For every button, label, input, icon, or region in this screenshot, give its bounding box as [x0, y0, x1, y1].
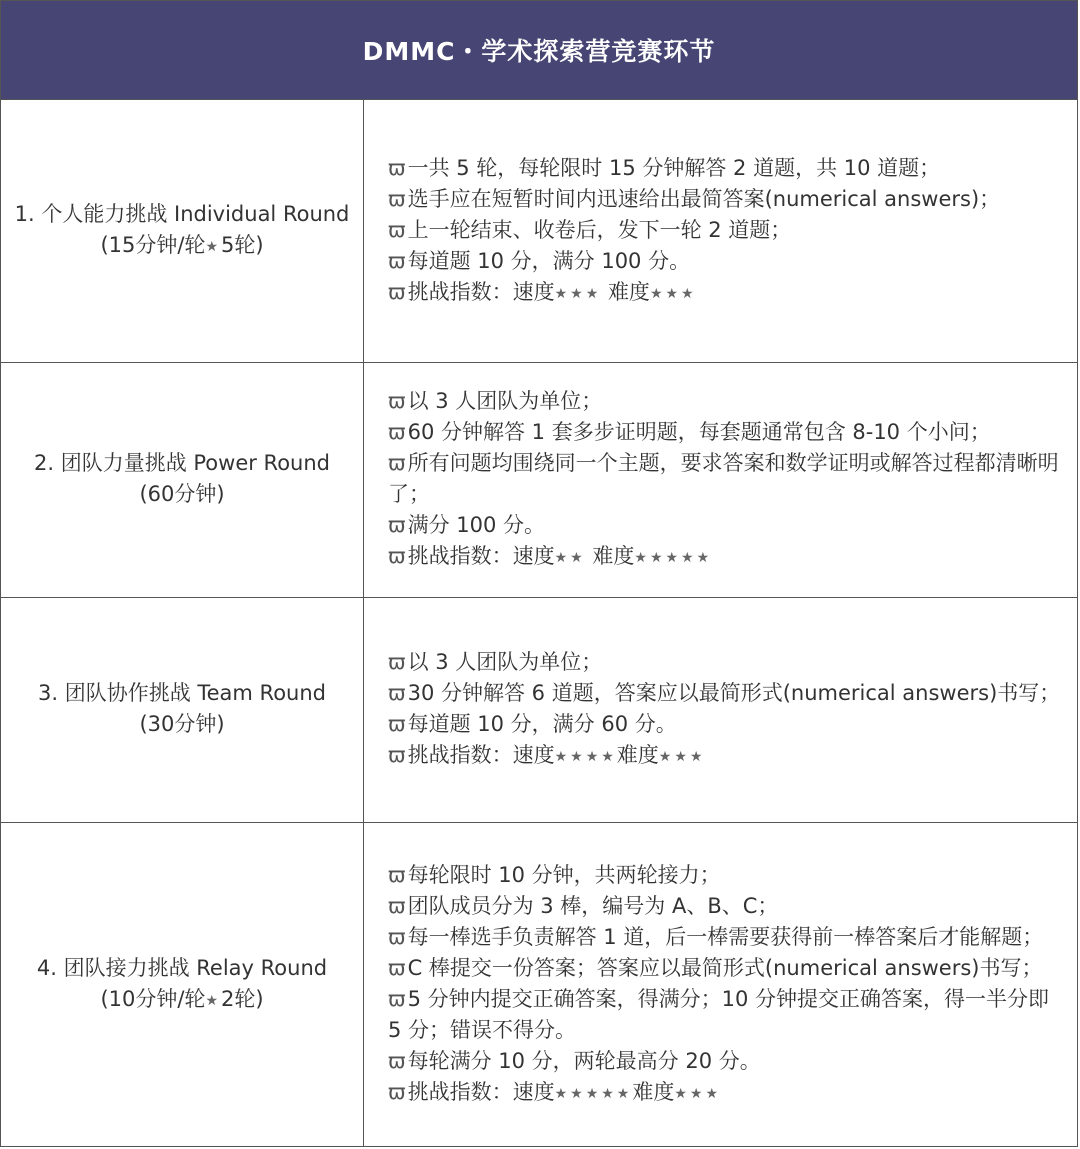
table-row	[1, 822, 1077, 1146]
bullet-icon: ϖ	[388, 712, 406, 736]
difficulty-stars: ★★★	[658, 749, 706, 765]
rule-line: ϖ每一棒选手负责解答 1 道，后一棒需要获得前一棒答案后才能解题；	[388, 924, 1044, 949]
bullet-icon: ϖ	[388, 420, 406, 444]
table-title: DMMC・学术探索营竞赛环节	[1, 1, 1077, 99]
rule-line: ϖ每道题 10 分，满分 100 分。	[388, 248, 691, 273]
rule-line: ϖ满分 100 分。	[388, 513, 546, 537]
rule-line: ϖ上一轮结束、收卷后，发下一轮 2 道题；	[388, 217, 792, 242]
bullet-icon: ϖ	[388, 513, 406, 537]
bullet-icon: ϖ	[388, 924, 406, 949]
bullet-icon: ϖ	[388, 217, 406, 242]
challenge-index: ϖ挑战指数：速度★★ 难度★★★★★	[388, 544, 713, 568]
bullet-icon: ϖ	[388, 650, 406, 674]
bullet-icon: ϖ	[388, 544, 406, 568]
bullet-icon: ϖ	[388, 279, 406, 304]
round-rules-cell	[364, 100, 1077, 362]
bullet-icon: ϖ	[388, 389, 406, 413]
round-name: 1. 个人能力挑战 Individual Round	[14, 202, 350, 226]
challenge-index: ϖ挑战指数：速度★★★★难度★★★	[388, 743, 706, 767]
rule-line: ϖC 棒提交一份答案；答案应以最简形式(numerical answers)书写；	[388, 955, 1043, 980]
round-name: 2. 团队力量挑战 Power Round	[34, 451, 330, 475]
bullet-icon: ϖ	[388, 681, 406, 705]
round-name-cell	[1, 363, 364, 597]
bullet-icon: ϖ	[388, 1048, 406, 1073]
round-duration: (30分钟)	[139, 712, 225, 736]
table-row	[1, 597, 1077, 822]
round-name-cell	[1, 598, 364, 822]
bullet-icon: ϖ	[388, 955, 406, 980]
bullet-icon: ϖ	[388, 248, 406, 273]
rule-line: ϖ30 分钟解答 6 道题，答案应以最简形式(numerical answers)书写；	[388, 681, 1061, 705]
rule-line: ϖ所有问题均围绕同一个主题，要求答案和数学证明或解答过程都清晰明了；	[388, 451, 1059, 506]
difficulty-stars: ★★★	[674, 1085, 722, 1102]
rule-line: ϖ选手应在短暂时间内迅速给出最简答案(numerical answers)；	[388, 186, 1001, 211]
rule-line: ϖ每道题 10 分，满分 60 分。	[388, 712, 677, 736]
bullet-icon: ϖ	[388, 986, 406, 1011]
bullet-icon: ϖ	[388, 862, 406, 887]
rule-line: ϖ以 3 人团队为单位；	[388, 650, 603, 674]
bullet-icon: ϖ	[388, 186, 406, 211]
challenge-index: ϖ挑战指数：速度★★★ 难度★★★	[388, 279, 697, 304]
rule-line: ϖ60 分钟解答 1 套多步证明题，每套题通常包含 8-10 个小问；	[388, 420, 991, 444]
speed-stars: ★★★★★	[554, 1085, 633, 1102]
star-icon: ★	[205, 992, 221, 1009]
round-name: 4. 团队接力挑战 Relay Round	[36, 955, 328, 980]
round-rules-cell	[364, 363, 1077, 597]
rule-line: ϖ5 分钟内提交正确答案，得满分；10 分钟提交正确答案，得一半分即 5 分；错误不得分。	[388, 986, 1050, 1042]
star-icon: ★	[205, 239, 221, 255]
speed-stars: ★★★	[554, 285, 602, 302]
round-rules-cell	[364, 598, 1077, 822]
round-name-cell	[1, 100, 364, 362]
challenge-index: ϖ挑战指数：速度★★★★★难度★★★	[388, 1079, 722, 1104]
table-row	[1, 99, 1077, 362]
bullet-icon: ϖ	[388, 893, 406, 918]
rule-line: ϖ以 3 人团队为单位；	[388, 389, 603, 413]
bullet-icon: ϖ	[388, 1079, 406, 1104]
round-duration: (60分钟)	[139, 482, 225, 506]
table-row	[1, 362, 1077, 597]
round-name: 3. 团队协作挑战 Team Round	[37, 681, 326, 705]
rule-line: ϖ每轮限时 10 分钟，共两轮接力；	[388, 862, 721, 887]
bullet-icon: ϖ	[388, 451, 406, 475]
round-name-cell	[1, 823, 364, 1146]
difficulty-stars: ★★★	[649, 285, 697, 302]
round-rules-cell	[364, 823, 1077, 1146]
bullet-icon: ϖ	[388, 743, 406, 767]
difficulty-stars: ★★★★★	[634, 550, 713, 566]
rule-line: ϖ团队成员分为 3 棒，编号为 A、B、C；	[388, 893, 779, 918]
speed-stars: ★★	[554, 550, 586, 566]
rule-line: ϖ一共 5 轮，每轮限时 15 分钟解答 2 道题，共 10 道题；	[388, 155, 941, 180]
round-duration: (15分钟/轮★5轮)	[100, 233, 264, 257]
bullet-icon: ϖ	[388, 155, 406, 180]
round-duration: (10分钟/轮★2轮)	[100, 986, 264, 1011]
speed-stars: ★★★★	[554, 749, 617, 765]
rule-line: ϖ每轮满分 10 分，两轮最高分 20 分。	[388, 1048, 761, 1073]
